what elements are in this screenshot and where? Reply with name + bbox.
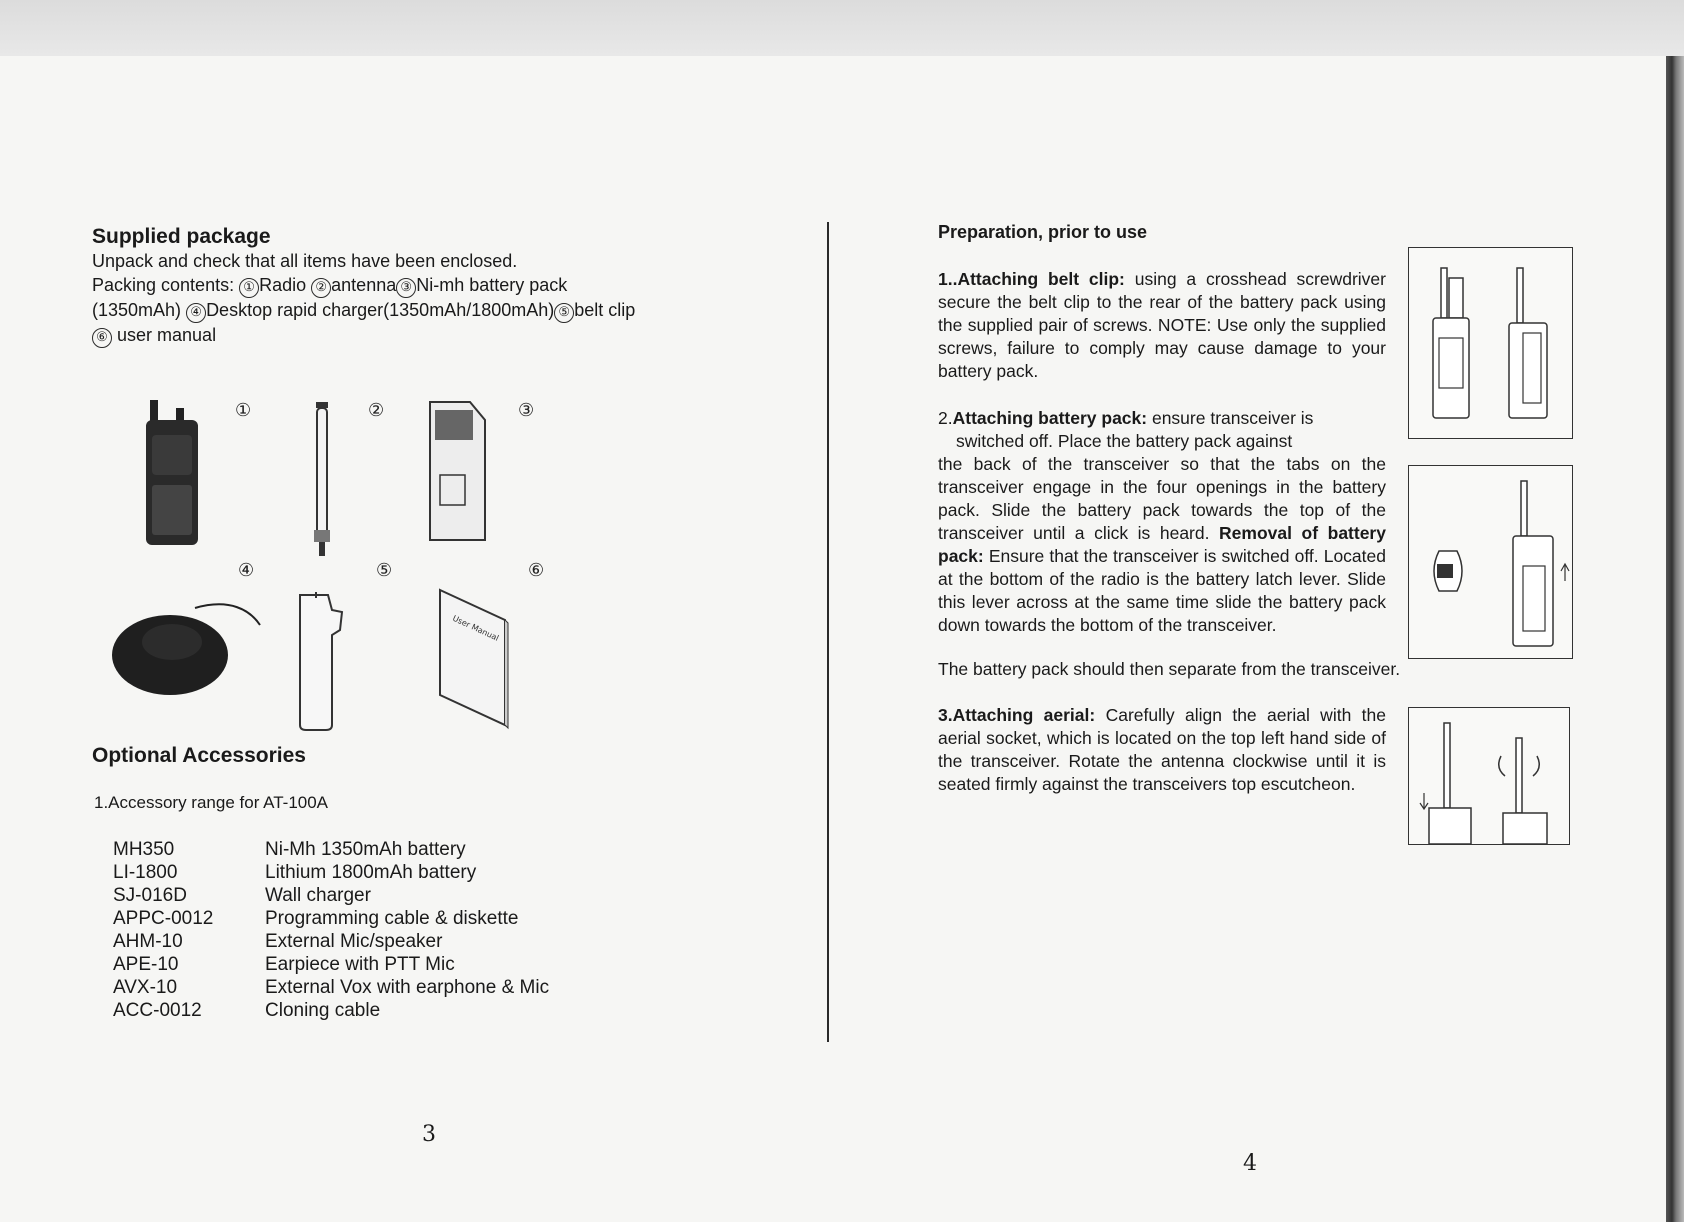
packing-line-3: ⑥ user manual	[92, 323, 732, 348]
marker-6-photo: ⑥	[528, 560, 545, 581]
marker-2: ②	[311, 278, 331, 298]
marker-1-photo: ①	[235, 400, 252, 421]
accessory-code: AHM-10	[113, 931, 183, 952]
marker-5-photo: ⑤	[376, 560, 393, 581]
accessory-desc: Cloning cable	[265, 1000, 381, 1021]
marker-3: ③	[396, 278, 416, 298]
optional-accessories-title: Optional Accessories	[92, 744, 306, 767]
step-3-paragraph	[938, 704, 1386, 796]
accessory-range-line: 1.Accessory range for AT-100A	[94, 793, 329, 812]
manual-cover-text: User Manual	[451, 613, 501, 643]
removal-label: Removal of battery pack:	[938, 523, 1386, 566]
belt-clip-icon	[300, 592, 342, 730]
accessory-code: LI-1800	[113, 862, 178, 883]
accessory-desc: Lithium 1800mAh battery	[265, 862, 477, 883]
battery-icon	[430, 402, 485, 540]
accessory-code: SJ-016D	[113, 885, 187, 906]
scan-top-shadow	[0, 0, 1684, 56]
accessory-desc: Ni-Mh 1350mAh battery	[265, 839, 466, 860]
accessory-desc: External Vox with earphone & Mic	[265, 977, 550, 998]
belt-clip-figure	[1408, 247, 1573, 439]
step-3-text: Carefully align the aerial with the aerial socket, which is located on the top left hand side of the transceiver. Rotate the antenna clockwise until it is seated firmly against the transceivers top escutcheon.	[938, 705, 1386, 794]
step-2-label: Attaching battery pack:	[952, 408, 1148, 428]
accessory-desc: Programming cable & diskette	[265, 908, 519, 929]
preparation-title: Preparation, prior to use	[938, 222, 1148, 242]
step-1-label: 1..Attaching belt clip:	[938, 269, 1125, 289]
page-number-right: 4	[1243, 1151, 1257, 1176]
page-divider	[827, 222, 829, 1042]
step-2-final-line: The battery pack should then separate from the transceiver.	[938, 659, 1401, 679]
antenna-icon	[314, 402, 330, 556]
accessory-code: APE-10	[113, 954, 179, 975]
marker-6: ⑥	[92, 328, 112, 348]
step-1-paragraph	[938, 268, 1386, 383]
step-3-label: 3.Attaching aerial:	[938, 705, 1096, 725]
packing-line-2: (1350mAh) ④ Desktop rapid charger(1350mAh/1800mAh) ⑤ belt clip	[92, 298, 732, 323]
accessory-code: APPC-0012	[113, 908, 214, 929]
marker-1: ①	[239, 278, 259, 298]
accessory-code: AVX-10	[113, 977, 178, 998]
marker-5: ⑤	[554, 303, 574, 323]
step-1-text: using a crosshead screwdriver secure the belt clip to the rear of the battery pack using the supplied pair of screws. NOTE: Use only the supplied screws, failure to comply may cause damage to your battery pack.	[938, 269, 1386, 381]
step-2-paragraph: 2.Attaching battery pack: ensure transceiver is switched off. Place the battery pack against the back of the transceiver so that the tabs on the transceiver engage in the four openings in the battery pack. Slide the battery pack towards the top of the transceiver until a click is heard. Removal of battery pack: Ensure that the transceiver is switched off. Located at the bottom of the radio is the battery latch lever. Slide this lever across at the same time slide the battery pack down towards the bottom of the transceiver.	[938, 408, 1386, 635]
package-contents-illustration	[100, 380, 600, 740]
packing-line-1: Packing contents: ① Radio ② antenna ③ Ni-mh battery pack	[92, 273, 732, 298]
supplied-package-title: Supplied package	[92, 225, 271, 248]
marker-2-photo: ②	[368, 400, 385, 421]
radio-icon	[146, 400, 198, 545]
charger-icon	[112, 604, 260, 695]
accessory-code: ACC-0012	[113, 1000, 202, 1021]
marker-4: ④	[186, 303, 206, 323]
accessory-code: MH350	[113, 839, 175, 860]
intro-line: Unpack and check that all items have been enclosed.	[92, 251, 518, 271]
marker-4-photo: ④	[238, 560, 255, 581]
accessory-desc: Wall charger	[265, 885, 371, 906]
accessory-desc: External Mic/speaker	[265, 931, 443, 952]
battery-attach-figure	[1408, 465, 1573, 659]
user-manual-icon	[440, 590, 508, 728]
accessory-desc: Earpiece with PTT Mic	[265, 954, 455, 975]
marker-3-photo: ③	[518, 400, 535, 421]
supplied-package-body	[92, 249, 732, 348]
page-edge-shadow	[1666, 56, 1684, 1222]
aerial-attach-figure	[1408, 707, 1570, 845]
page-number-left: 3	[422, 1122, 436, 1147]
step-2-indent-line: switched off. Place the battery pack against	[956, 431, 1293, 451]
